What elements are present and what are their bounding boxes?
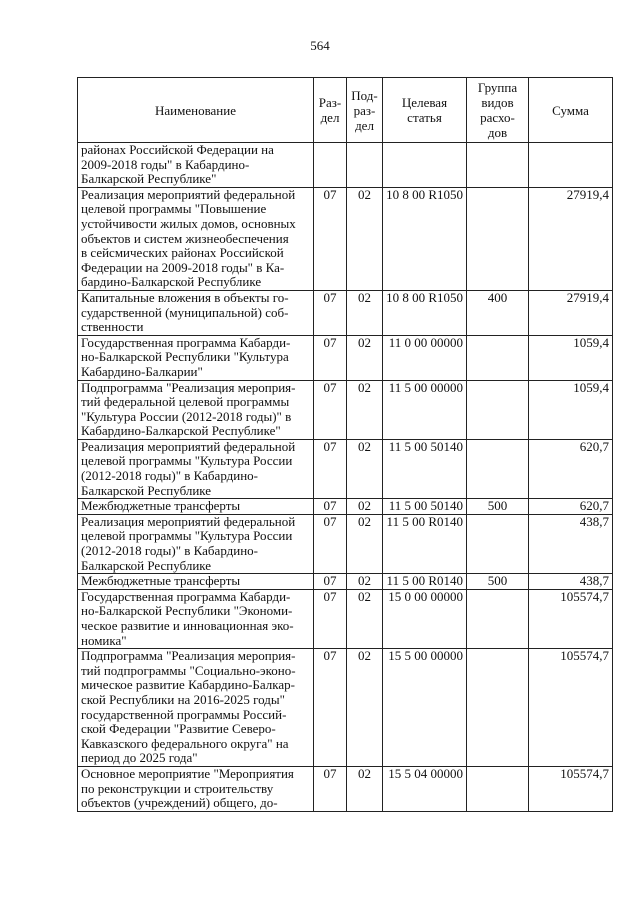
cell-podrazdel: 02	[347, 589, 383, 648]
cell-target-article: 15 0 00 00000	[383, 589, 467, 648]
header-name: Наименование	[78, 78, 314, 143]
cell-razdel: 07	[314, 514, 347, 573]
cell-razdel: 07	[314, 290, 347, 335]
cell-amount: 1059,4	[529, 335, 613, 380]
table-body	[78, 143, 613, 812]
table-header-row	[78, 78, 613, 143]
cell-podrazdel: 02	[347, 766, 383, 811]
cell-target-article: 11 5 00 50140	[383, 439, 467, 498]
cell-razdel	[314, 143, 347, 188]
table-row	[78, 380, 613, 439]
cell-name: Капитальные вложения в объекты го- сударственной (муниципальной) соб- ственности	[78, 290, 314, 335]
page-number: 564	[310, 38, 330, 53]
cell-podrazdel: 02	[347, 439, 383, 498]
cell-amount: 1059,4	[529, 380, 613, 439]
cell-target-article	[383, 143, 467, 188]
cell-podrazdel: 02	[347, 574, 383, 590]
cell-name: Межбюджетные трансферты	[78, 574, 314, 590]
cell-razdel: 07	[314, 649, 347, 767]
cell-razdel: 07	[314, 187, 347, 290]
cell-razdel: 07	[314, 335, 347, 380]
cell-amount: 27919,4	[529, 187, 613, 290]
cell-razdel: 07	[314, 574, 347, 590]
budget-table	[77, 77, 613, 812]
cell-podrazdel: 02	[347, 335, 383, 380]
cell-amount: 105574,7	[529, 589, 613, 648]
table-row	[78, 574, 613, 590]
table-row	[78, 649, 613, 767]
cell-razdel: 07	[314, 380, 347, 439]
cell-expense-group	[467, 589, 529, 648]
cell-target-article: 11 0 00 00000	[383, 335, 467, 380]
cell-amount: 438,7	[529, 574, 613, 590]
cell-name: Государственная программа Кабарди- но-Балкарской Республики "Экономи- ческое развитие и инновационная эко- номика"	[78, 589, 314, 648]
cell-target-article: 10 8 00 R1050	[383, 290, 467, 335]
cell-name: Подпрограмма "Реализация мероприя- тий подпрограммы "Социально-эконо- мическое развитие Кабардино-Балкар- ской Республики на 2016-2025 годы" государственной программы Россий- ской Федерации "Развитие Северо- Кавказского федерального округа" на период до 2025 года"	[78, 649, 314, 767]
cell-amount: 27919,4	[529, 290, 613, 335]
cell-expense-group	[467, 187, 529, 290]
cell-expense-group	[467, 335, 529, 380]
cell-podrazdel	[347, 143, 383, 188]
cell-podrazdel: 02	[347, 499, 383, 515]
cell-expense-group	[467, 649, 529, 767]
cell-name: Реализация мероприятий федеральной целевой программы "Повышение устойчивости жилых домов, основных объектов и систем жизнеобеспечения в сейсмических районах Российской Федерации на 2009-2018 годы" в Ка- бардино-Балкарской Республике	[78, 187, 314, 290]
cell-expense-group	[467, 439, 529, 498]
cell-razdel: 07	[314, 499, 347, 515]
cell-podrazdel: 02	[347, 514, 383, 573]
cell-name: Реализация мероприятий федеральной целевой программы "Культура России (2012-2018 годы)" в Кабардино- Балкарской Республике	[78, 439, 314, 498]
cell-name: Государственная программа Кабарди- но-Балкарской Республики "Культура Кабардино-Балкарии"	[78, 335, 314, 380]
cell-name: Основное мероприятие "Мероприятия по реконструкции и строительству объектов (учреждений) общего, до-	[78, 766, 314, 811]
cell-podrazdel: 02	[347, 380, 383, 439]
cell-podrazdel: 02	[347, 649, 383, 767]
cell-target-article: 11 5 00 R0140	[383, 574, 467, 590]
table-row	[78, 514, 613, 573]
cell-target-article: 15 5 00 00000	[383, 649, 467, 767]
cell-razdel: 07	[314, 589, 347, 648]
cell-target-article: 11 5 00 R0140	[383, 514, 467, 573]
cell-razdel: 07	[314, 439, 347, 498]
table-row	[78, 499, 613, 515]
cell-target-article: 15 5 04 00000	[383, 766, 467, 811]
table-row	[78, 335, 613, 380]
cell-expense-group: 500	[467, 499, 529, 515]
header-vid: Группа видов расхо- дов	[467, 78, 529, 143]
cell-expense-group	[467, 143, 529, 188]
cell-amount	[529, 143, 613, 188]
cell-target-article: 11 5 00 50140	[383, 499, 467, 515]
table-row	[78, 187, 613, 290]
cell-target-article: 11 5 00 00000	[383, 380, 467, 439]
table-row	[78, 439, 613, 498]
cell-podrazdel: 02	[347, 187, 383, 290]
header-summa: Сумма	[529, 78, 613, 143]
cell-name: районах Российской Федерации на 2009-2018 годы" в Кабардино- Балкарской Республике"	[78, 143, 314, 188]
cell-target-article: 10 8 00 R1050	[383, 187, 467, 290]
cell-name: Реализация мероприятий федеральной целевой программы "Культура России (2012-2018 годы)" в Кабардино- Балкарской Республике	[78, 514, 314, 573]
cell-expense-group	[467, 514, 529, 573]
cell-expense-group: 400	[467, 290, 529, 335]
header-razdel: Раз- дел	[314, 78, 347, 143]
table-row	[78, 589, 613, 648]
cell-expense-group	[467, 766, 529, 811]
cell-amount: 438,7	[529, 514, 613, 573]
cell-amount: 105574,7	[529, 649, 613, 767]
cell-name: Подпрограмма "Реализация мероприя- тий федеральной целевой программы "Культура России (2012-2018 годы)" в Кабардино-Балкарской Республике"	[78, 380, 314, 439]
cell-expense-group	[467, 380, 529, 439]
cell-name: Межбюджетные трансферты	[78, 499, 314, 515]
cell-expense-group: 500	[467, 574, 529, 590]
cell-razdel: 07	[314, 766, 347, 811]
table-row	[78, 766, 613, 811]
table-row	[78, 290, 613, 335]
cell-amount: 620,7	[529, 439, 613, 498]
cell-podrazdel: 02	[347, 290, 383, 335]
cell-amount: 105574,7	[529, 766, 613, 811]
header-podrazdel: Под- раз- дел	[347, 78, 383, 143]
cell-amount: 620,7	[529, 499, 613, 515]
header-statya: Целевая статья	[383, 78, 467, 143]
table-row	[78, 143, 613, 188]
